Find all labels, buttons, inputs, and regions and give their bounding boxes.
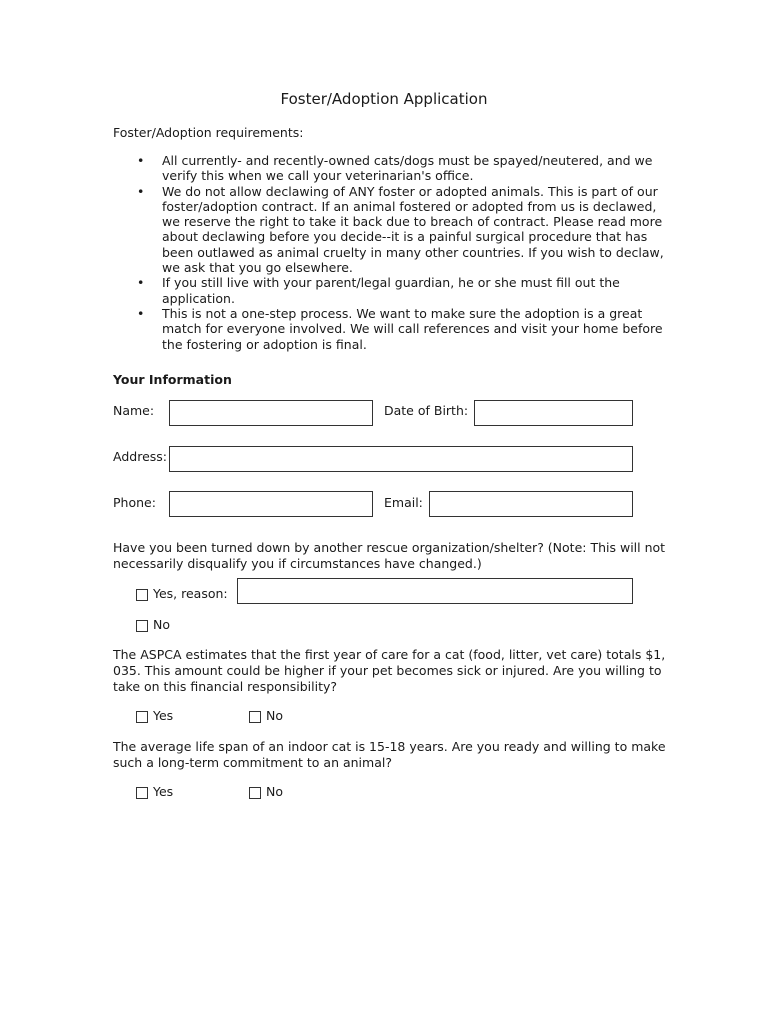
question-turned-down: Have you been turned down by another rescue organization/shelter? (Note: This will not necessarily disqualify you if circumstances have changed.): [113, 540, 666, 571]
phone-label: Phone:: [113, 495, 156, 510]
turned-down-yes-label: Yes, reason:: [153, 586, 228, 601]
address-label: Address:: [113, 449, 167, 464]
name-field[interactable]: [169, 400, 373, 426]
your-information-heading: Your Information: [113, 372, 232, 387]
turned-down-no-checkbox[interactable]: [136, 620, 148, 632]
dob-field[interactable]: [474, 400, 633, 426]
turned-down-yes-checkbox[interactable]: [136, 589, 148, 601]
financial-yes-label: Yes: [153, 708, 174, 723]
page-title: Foster/Adoption Application: [280, 90, 488, 108]
requirement-item: • This is not a one-step process. We want to make sure the adoption is a great match for everyone involved. We will call references and visit your home before the fostering or adoption is final.: [113, 306, 673, 352]
financial-no-label: No: [266, 708, 283, 723]
email-field[interactable]: [429, 491, 633, 517]
commitment-yes-checkbox[interactable]: [136, 787, 148, 799]
reason-field[interactable]: [237, 578, 633, 604]
email-label: Email:: [384, 495, 423, 510]
dob-label: Date of Birth:: [384, 403, 469, 418]
commitment-no-label: No: [266, 784, 283, 799]
requirement-item: • All currently- and recently-owned cats/dogs must be spayed/neutered, and we verify this when we call your veterinarian's office.: [113, 153, 673, 184]
requirements-list: [113, 153, 673, 352]
commitment-no-checkbox[interactable]: [249, 787, 261, 799]
address-field[interactable]: [169, 446, 633, 472]
turned-down-no-label: No: [153, 617, 170, 632]
requirements-label: Foster/Adoption requirements:: [113, 125, 304, 140]
question-financial: The ASPCA estimates that the first year of care for a cat (food, litter, vet care) totals $1, 035. This amount could be higher if your pet becomes sick or injured. Are you willing to take on this financial responsibility?: [113, 647, 666, 694]
commitment-yes-label: Yes: [153, 784, 174, 799]
question-commitment: The average life span of an indoor cat is 15-18 years. Are you ready and willing to make such a long-term commitment to an animal?: [113, 739, 666, 770]
requirement-item: • If you still live with your parent/legal guardian, he or she must fill out the application.: [113, 275, 673, 306]
name-label: Name:: [113, 403, 155, 418]
requirement-item: • We do not allow declawing of ANY foster or adopted animals. This is part of our foster/adoption contract. If an animal fostered or adopted from us is declawed, we reserve the right to take it back due to breach of contract. Please read more about declawing before you decide--it is a painful surgical procedure that has been outlawed as animal cruelty in many other countries. If you wish to declaw, we ask that you go elsewhere.: [113, 184, 673, 276]
phone-field[interactable]: [169, 491, 373, 517]
financial-no-checkbox[interactable]: [249, 711, 261, 723]
financial-yes-checkbox[interactable]: [136, 711, 148, 723]
